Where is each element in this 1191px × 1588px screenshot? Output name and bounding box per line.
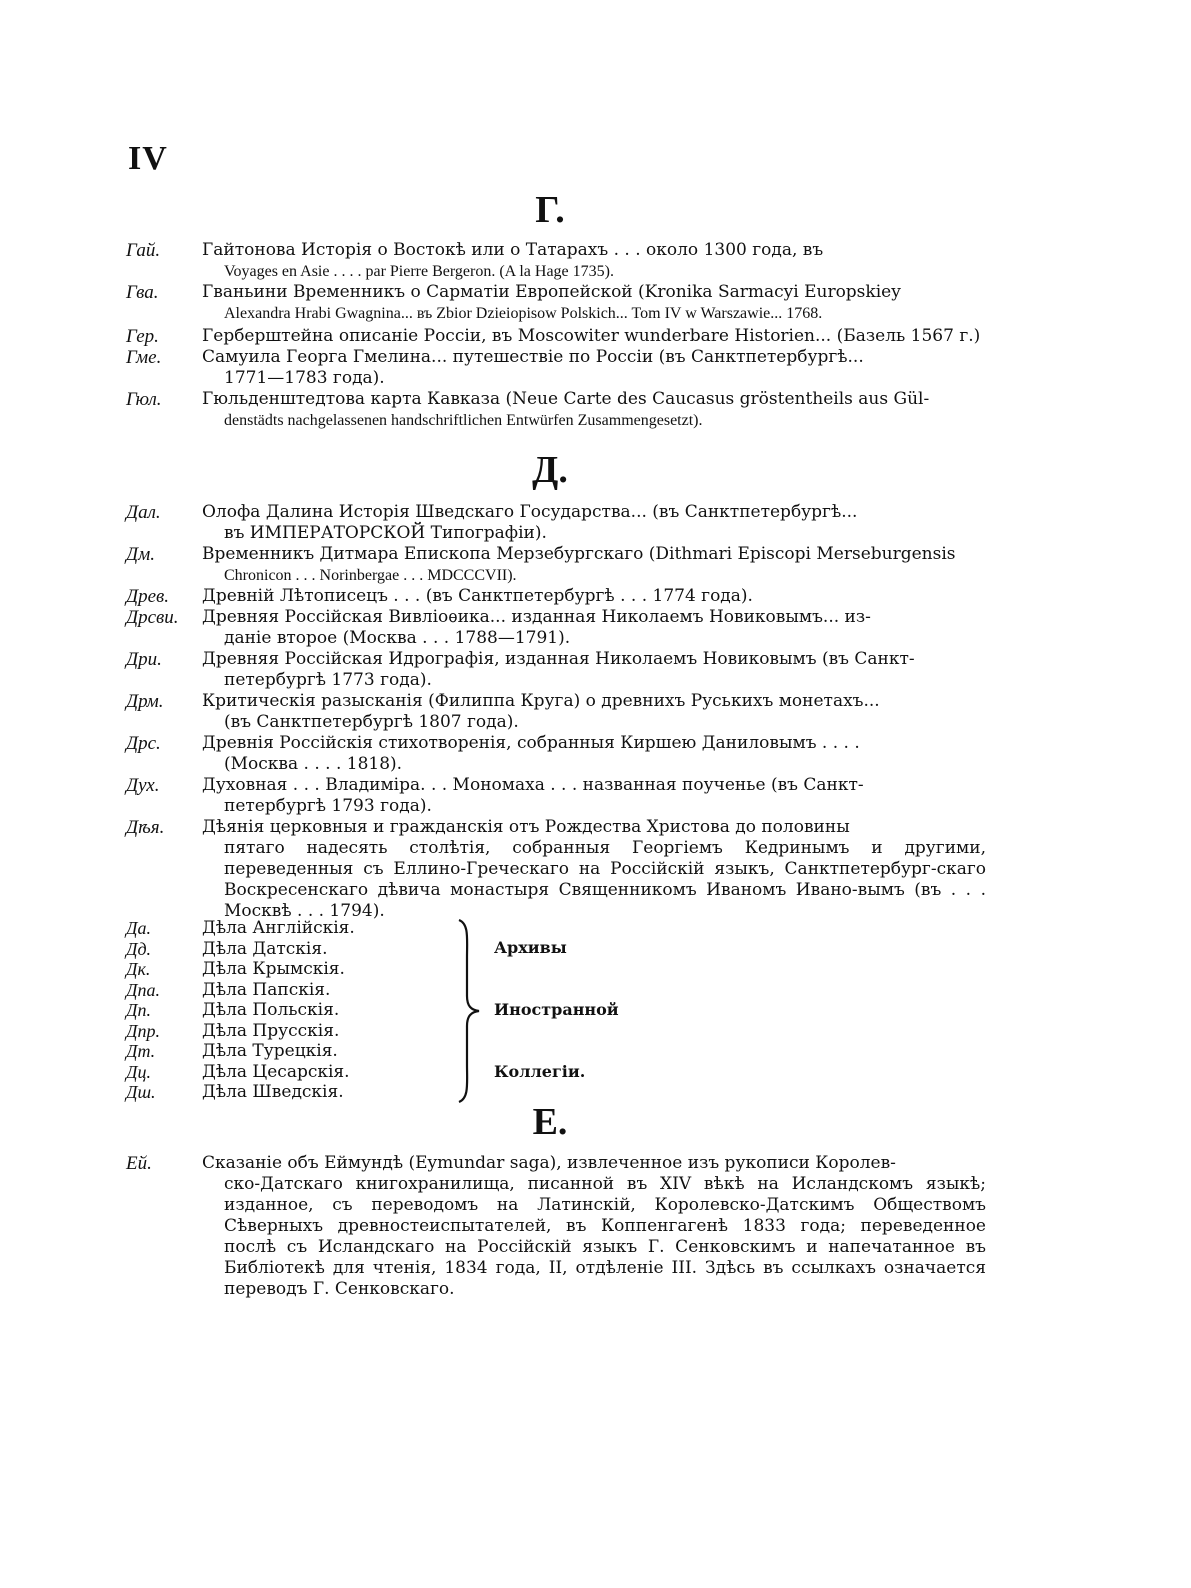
brace-icon [455,918,485,1104]
entry-abbr: Дпр. [126,1021,160,1041]
entry-text-cont: петербургѣ 1793 года). [224,796,432,816]
entry-abbr: Дрм. [126,691,164,712]
entry-abbr: Дал. [126,502,161,523]
entry-abbr: Ей. [126,1153,152,1174]
entry-text: Дѣянія церковныя и гражданскія отъ Рождества Христова до половины [202,817,850,837]
entry-abbr: Дпа. [126,980,160,1000]
entry-drsvi [126,607,986,649]
entry-text: Дѣла Польскія. [202,1000,340,1020]
entry-text: Дѣла Шведскія. [202,1082,344,1102]
entry-abbr: Древ. [126,586,170,607]
entry-abbr: Дп. [126,1000,151,1020]
entry-abbr: Да. [126,918,151,938]
entry-text: Дѣла Англійскія. [202,918,355,938]
entry-text: Дѣла Крымскія. [202,959,345,979]
entry-abbr: Дд. [126,939,152,959]
entry-dea [126,817,986,922]
entry-abbr: Дух. [126,775,160,796]
entry-dm [126,544,986,586]
entry-text: Самуила Георга Гмелина... путешествіе по Россіи (въ Санктпетербургѣ... [202,347,864,367]
entry-abbr: Дк. [126,959,151,979]
entry-text-cont: въ ИМПЕРАТОРСКОЙ Типографіи). [224,523,547,543]
entry-text: Временникъ Дитмара Епископа Мерзебургскаго (Dithmari Episcopi Merseburgensis [202,544,956,564]
entry-text: Духовная . . . Владиміра. . . Мономаха . . . названная поученье (въ Санкт- [202,775,864,795]
entry-abbr: Гюл. [126,389,162,410]
entry-ger [126,326,986,347]
entry-abbr: Гай. [126,240,161,261]
entry-ei [126,1153,986,1300]
entry-text-cont: даніе второе (Москва . . . 1788—1791). [224,628,571,648]
entry-abbr: Гва. [126,282,159,303]
entry-gyul [126,389,986,431]
entry-text: Дѣла Турецкія. [202,1041,338,1061]
entry-abbr: Дц. [126,1062,151,1082]
archive-label-1: Архивы [494,938,567,957]
archive-label-3: Коллегіи. [494,1062,586,1081]
entry-text-cont: Voyages en Asie . . . . par Pierre Bergeron. (A la Hage 1735). [224,263,614,280]
entry-text-cont: Chronicon . . . Norinbergae . . . MDCCCVII). [224,567,517,584]
entry-text-cont: 1771—1783 года). [224,368,385,388]
entry-abbr: Гер. [126,326,159,347]
entry-text-cont: (въ Санктпетербургѣ 1807 года). [224,712,519,732]
entry-abbr: Дм. [126,544,155,565]
entry-text: Древняя Россійская Вивліоѳика... изданная Николаемъ Новиковымъ... из- [202,607,871,627]
entry-drm [126,691,986,733]
archive-label-2: Иностранной [494,1000,619,1019]
entry-text-cont: (Москва . . . . 1818). [224,754,403,774]
entry-text: Дѣла Папскія. [202,980,331,1000]
entry-text: Древнія Россійскія стихотворенія, собранныя Киршею Даниловымъ . . . . [202,733,860,753]
entry-text: Герберштейна описаніе Россіи, въ Moscowiter wunderbare Historien... (Базель 1567 г.) [202,326,981,346]
entry-text: Гайтонова Исторія о Востокѣ или о Татарахъ . . . около 1300 года, въ [202,240,824,260]
entry-text: Олофа Далина Исторія Шведскаго Государства... (въ Санктпетербургѣ... [202,502,858,522]
entry-drs [126,733,986,775]
entry-abbr: Дѣя. [126,817,165,838]
entry-dal [126,502,986,544]
entry-abbr: Дрсви. [126,607,179,628]
entry-text: Гваньини Временникъ о Сарматіи Европейской (Kronika Sarmacyi Europskiey [202,282,901,302]
page-number: IV [128,140,168,177]
entry-gai [126,240,986,282]
entry-abbr: Дт. [126,1041,156,1061]
entry-text-cont: пятаго надесять столѣтія, собранныя Георгіемъ Кедринымъ и другими, переведенныя съ Еллино-Греческаго на Россійскій языкъ, Санктпетербург-скаго Воскресенскаго дѣвича монастыря Священникомъ Иваномъ Ивано-вымъ (въ . . . Москвѣ . . . 1794). [224,838,986,921]
entry-abbr: Дш. [126,1082,156,1102]
entry-text: Сказаніе объ Еймундѣ (Eymundar saga), извлеченное изъ рукописи Королев- [202,1153,896,1173]
entry-gme [126,347,986,389]
entry-text-cont: Alexandra Hrabi Gwagnina... въ Zbior Dzieiopisow Polskich... Tom IV w Warszawie... 1768. [224,305,823,322]
section-heading-d: Д. [532,449,568,491]
entry-text: Дѣла Цесарскія. [202,1062,350,1082]
entry-text: Древній Лѣтописецъ . . . (въ Санктпетербургѣ . . . 1774 года). [202,586,753,606]
entry-dri [126,649,986,691]
entry-text-cont: петербургѣ 1773 года). [224,670,432,690]
section-heading-g: Г. [535,189,565,231]
entry-abbr: Гме. [126,347,162,368]
entry-text: Дѣла Прусскія. [202,1021,340,1041]
entry-drev [126,586,986,607]
entry-gva [126,282,986,324]
entry-duh [126,775,986,817]
entry-text-cont: denstädts nachgelassenen handschriftlichen Entwürfen Zusammengesetzt). [224,412,703,429]
entry-text-cont: ско-Датскаго книгохранилища, писанной въ XIV вѣкѣ на Исландскомъ языкѣ; изданное, съ переводомъ на Латинскій, Королевско-Датскимъ Обществомъ Сѣверныхъ древностеиспытателей, въ Коппенгагенѣ 1833 года; переведенное послѣ съ Исландскаго на Россійскій языкъ Г. Сенковскимъ и напечатанное въ Библіотекѣ для чтенія, 1834 года, II, отдѣленіе III. Здѣсь въ ссылкахъ означается переводъ Г. Сенковскаго. [224,1174,986,1299]
entry-text: Гюльденштедтова карта Кавказа (Neue Carte des Caucasus gröstentheils aus Gül- [202,389,930,409]
entry-text: Дѣла Датскія. [202,939,328,959]
entry-abbr: Дри. [126,649,162,670]
entry-abbr: Дрс. [126,733,161,754]
section-heading-e: Е. [532,1101,568,1143]
entry-text: Критическія разысканія (Филиппа Круга) о древнихъ Руськихъ монетахъ... [202,691,880,711]
entry-text: Древняя Россійская Идрографія, изданная Николаемъ Новиковымъ (въ Санкт- [202,649,915,669]
